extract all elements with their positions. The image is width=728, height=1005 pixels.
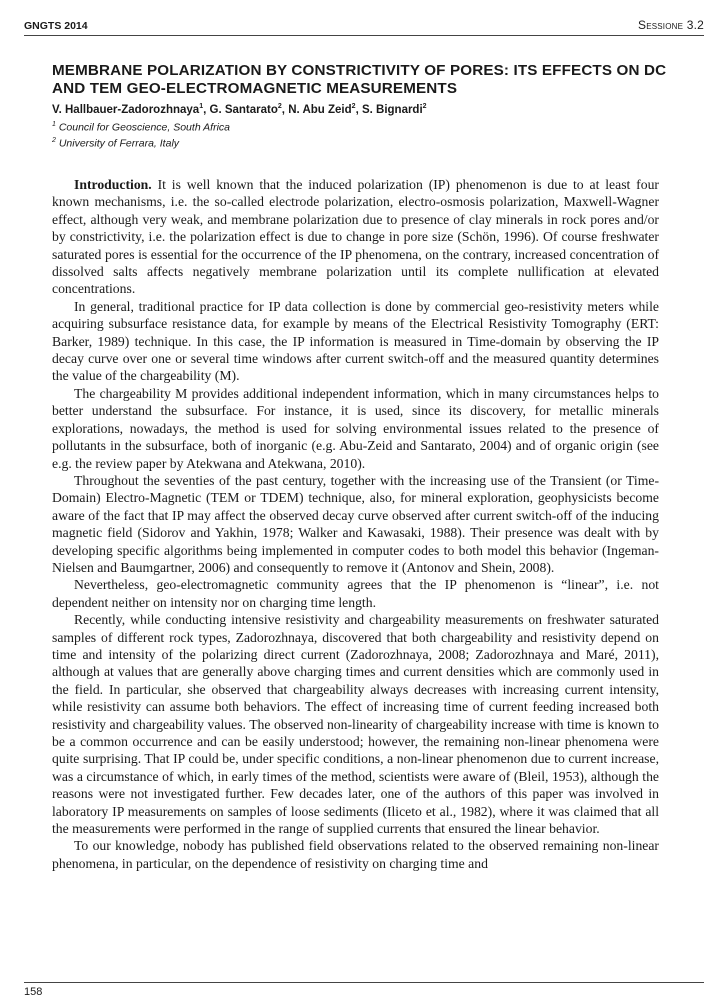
- paragraph: Recently, while conducting intensive resistivity and chargeability measurements on freshwater saturated samples of different rock types, Zadorozhnaya, discovered that both chargeability and resistivity depend on time and intensity of the polarizing direct current (Zadorozhnaya, 2008; Zadorozhnaya and Maré, 2011), although at values that are generally above charging times and current densities which are commonly used in the field. In particular, she observed that chargeability always decreases with increasing current intensity, while resistivity can assume both behaviors. The effect of increasing time of current feeding increased both resistivity and chargeability values. The observed non-linearity of chargeability increase with time is known to be a common occurrence and can be easily understood; however, the remaining non-linear phenomena were quite surprising. That IP could be, under specific conditions, a non-linear phenomenon due to current increase, was a circumstance of which, in early times of the method, scientists were aware of (Bleil, 1953), although the reasons were not investigated further. Few decades later, one of the authors of this paper was involved in laboratory IP measurements on samples of loose sediments (Iliceto et al., 1982), where it was claimed that all the measurements were performed in the range of supplied currents that ensured the linear behavior.: [52, 612, 659, 837]
- title-block: [52, 62, 688, 151]
- author-sup: 2: [277, 103, 282, 110]
- author: G. Santarato: [209, 103, 278, 116]
- author: N. Abu Zeid: [288, 103, 352, 116]
- affiliation: [52, 118, 688, 135]
- running-header: [24, 18, 704, 36]
- affiliation-text: Council for Geoscience, South Africa: [58, 121, 231, 134]
- author-sup: 2: [351, 103, 356, 110]
- paragraph: To our knowledge, nobody has published field observations related to the observed remaining non-linear phenomena, in particular, on the dependence of resistivity on charging time and: [52, 838, 659, 871]
- paper-title: MEMBRANE POLARIZATION BY CONSTRICTIVITY OF PORES: ITS EFFECTS ON DC AND TEM GEO-ELECTROMAGNETIC MEASUREMENTS: [52, 62, 667, 97]
- affiliation-text: University of Ferrara, Italy: [58, 137, 180, 150]
- affiliation-sup: 1: [52, 120, 56, 128]
- affiliation: [52, 134, 688, 151]
- section-heading: Introduction.: [74, 177, 152, 192]
- conference-label: GNGTS 2014: [24, 20, 88, 32]
- page-number: 158: [24, 986, 43, 998]
- body-text: [52, 176, 659, 872]
- author: V. Hallbauer-Zadorozhnaya: [52, 103, 200, 116]
- author-sup: 2: [422, 103, 427, 110]
- paragraph-introduction: [52, 176, 659, 298]
- paragraph-text: It is well known that the induced polarization (IP) phenomenon is due to at least four known mechanisms, i.e. the so-called electrode polarization, electro-osmosis polarization, Maxwell-Wagner effect, although very weak, and membrane polarization due to presence of clay minerals in rock pores and/or by constrictivity, i.e. the polarization effect is due to change in pore size (Schön, 1996). Of course freshwater saturated pores is essential for the occurrence of the IP phenomena, on the contrary, increased concentration of dissolved salts affects negatively membrane polarization until its complete nullification at elevated concentrations.: [52, 177, 659, 297]
- affiliation-sup: 2: [52, 137, 56, 145]
- paragraph: In general, traditional practice for IP data collection is done by commercial geo-resistivity meters while acquiring subsurface resistance data, for example by means of the Electrical Resistivity Tomography (ERT: Barker, 1989) technique. In this case, the IP information is measured in Time-domain by observing the IP decay curve over one or several time windows after current switch-off and the measured quantity determines the value of the chargeability (M).: [52, 298, 659, 384]
- author-list: V. Hallbauer-Zadorozhnaya$^1$, G. Santarato$^2$, N. Abu Zeid$^2$, S. Bignardi$^2$: [52, 103, 427, 116]
- paragraph: Nevertheless, geo-electromagnetic community agrees that the IP phenomenon is “linear”, i.e. not dependent neither on intensity nor on charging time length.: [52, 577, 659, 610]
- author: S. Bignardi: [361, 103, 423, 116]
- session-label: Sessione 3.2: [638, 18, 704, 32]
- paragraph: Throughout the seventies of the past century, together with the increasing use of the Transient (or Time-Domain) Electro-Magnetic (TEM or TDEM) technique, also, for mineral exploration, geophysicists become aware of the fact that IP may affect the observed decay curve observed after current switch-off of the inducing magnetic field (Sidorov and Yakhin, 1978; Walker and Kawasaki, 1988). Their presence was dealt with by developing specific algorithms being implemented in computer codes to both model this behavior (Ingeman-Nielsen and Baumgartner, 2006) and consequently to remove it (Antonov and Shein, 2008).: [52, 472, 659, 575]
- paragraph: The chargeability M provides additional independent information, which in many circumstances helps to better understand the subsurface. For instance, it is used, since its discovery, for metallic minerals explorations, nowadays, the method is used for solving environmental issues related to the presence of pollutants in the subsurface, both of inorganic (e.g. Abu-Zeid and Santarato, 2004) and of organic origin (see e.g. the review paper by Atekwana and Atekwana, 2010).: [52, 385, 659, 471]
- author-sup: 1: [199, 103, 204, 110]
- footer-rule: [24, 982, 704, 983]
